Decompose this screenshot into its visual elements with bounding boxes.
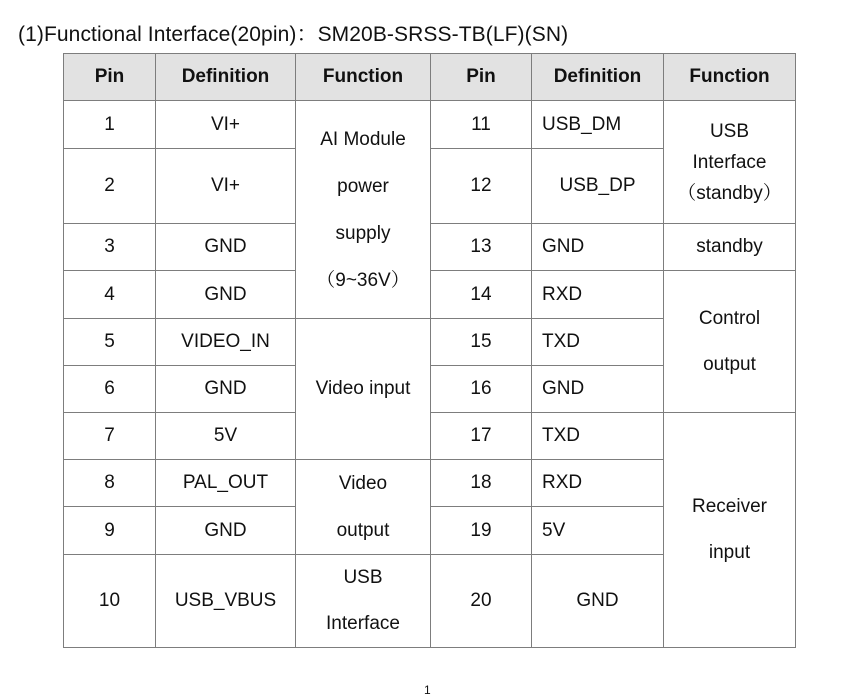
function-video-input: Video input: [296, 319, 431, 460]
pin-definition: VI+: [156, 149, 296, 224]
header-definition: Definition: [532, 54, 664, 101]
pin-definition: GND: [156, 224, 296, 271]
pin-number: 17: [431, 413, 532, 460]
pin-definition: GND: [532, 366, 664, 413]
function-video-output: [296, 460, 431, 555]
pin-definition: 5V: [532, 507, 664, 555]
pin-definition: USB_DM: [532, 101, 664, 149]
pin-definition: 5V: [156, 413, 296, 460]
function-power-supply: [296, 101, 431, 319]
pin-number: 20: [431, 555, 532, 648]
pin-definition: RXD: [532, 271, 664, 319]
pin-number: 5: [64, 319, 156, 366]
function-line: supply: [335, 222, 391, 244]
table-header-row: [64, 54, 796, 101]
function-control-output: [664, 271, 796, 413]
function-line: AI Module: [320, 128, 406, 150]
pin-number: 8: [64, 460, 156, 507]
pin-definition: USB_DP: [532, 149, 664, 224]
pin-definition: GND: [156, 271, 296, 319]
pin-definition: GND: [156, 507, 296, 555]
function-usb-interface: [296, 555, 431, 648]
header-function: Function: [296, 54, 431, 101]
pin-definition: GND: [532, 224, 664, 271]
function-standby: standby: [664, 224, 796, 271]
pin-number: 16: [431, 366, 532, 413]
function-line: Receiver: [692, 496, 767, 517]
function-line: input: [708, 542, 751, 563]
pin-definition: RXD: [532, 460, 664, 507]
function-line: Interface: [326, 613, 400, 634]
pin-number: 14: [431, 271, 532, 319]
header-function: Function: [664, 54, 796, 101]
table-row: [64, 101, 796, 149]
page-title: (1)Functional Interface(20pin)：SM20B-SRSS-TB(LF)(SN): [18, 23, 569, 46]
pin-definition: GND: [156, 366, 296, 413]
pin-number: 12: [431, 149, 532, 224]
pin-number: 19: [431, 507, 532, 555]
pin-number: 6: [64, 366, 156, 413]
pin-number: 1: [64, 101, 156, 149]
pin-definition: PAL_OUT: [156, 460, 296, 507]
function-line: output: [703, 353, 756, 375]
pin-number: 9: [64, 507, 156, 555]
function-line: Interface: [692, 151, 767, 173]
function-line: power: [337, 175, 389, 197]
pin-definition: GND: [532, 555, 664, 648]
function-line: USB: [343, 567, 383, 588]
header-pin: Pin: [64, 54, 156, 101]
pin-number: 2: [64, 149, 156, 224]
pin-number: 3: [64, 224, 156, 271]
function-line: （standby）: [677, 182, 782, 204]
function-receiver-input: [664, 413, 796, 648]
page-number: 1: [424, 683, 431, 697]
header-definition: Definition: [156, 54, 296, 101]
pin-number: 7: [64, 413, 156, 460]
function-usb-standby: [664, 101, 796, 224]
function-line: Video: [338, 473, 388, 494]
function-line: （9~36V）: [316, 269, 410, 291]
pin-number: 18: [431, 460, 532, 507]
pin-definition: VIDEO_IN: [156, 319, 296, 366]
pin-definition: USB_VBUS: [156, 555, 296, 648]
pin-number: 4: [64, 271, 156, 319]
pin-number: 10: [64, 555, 156, 648]
header-pin: Pin: [431, 54, 532, 101]
pin-number: 11: [431, 101, 532, 149]
function-line: output: [336, 520, 390, 541]
pin-number: 15: [431, 319, 532, 366]
pin-definition: VI+: [156, 101, 296, 149]
pin-definition-table: [63, 53, 796, 648]
pin-definition: TXD: [532, 413, 664, 460]
pin-definition: TXD: [532, 319, 664, 366]
function-line: Control: [698, 307, 761, 329]
pin-number: 13: [431, 224, 532, 271]
function-line: USB: [709, 120, 750, 142]
